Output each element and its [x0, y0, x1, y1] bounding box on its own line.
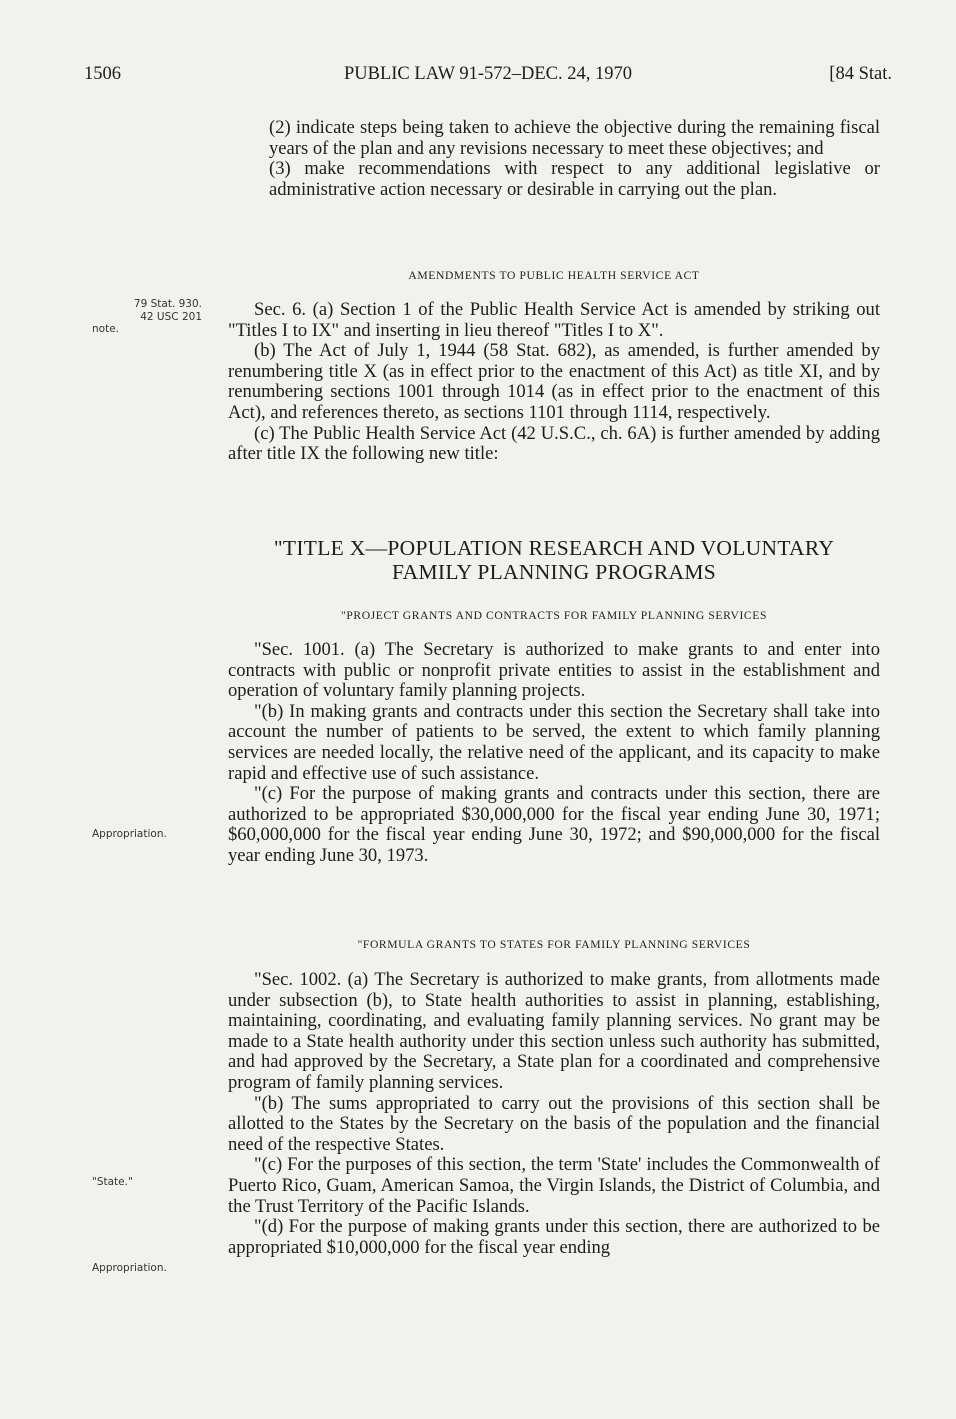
page-header — [84, 64, 892, 90]
section-heading-formula-grants — [228, 935, 880, 956]
sec6-a: Sec. 6. (a) Section 1 of the Public Health Service Act is amended by striking out "Titles I to IX" and inserting in lieu thereof "Titles I to X". — [228, 299, 880, 341]
title-x-line: "TITLE X—POPULATION RESEARCH AND VOLUNTARY — [273, 536, 835, 560]
margin-citation-line: 79 Stat. 930. — [133, 298, 202, 310]
body-block-sec1001 — [228, 640, 880, 867]
sec1002-b: "(b) The sums appropriated to carry out the provisions of this section shall be allotted to the States by the Secretary on the basis of the population and the financial need of the respective States. — [228, 1092, 880, 1155]
body-block-plan — [228, 118, 880, 200]
sec6-b: (b) The Act of July 1, 1944 (58 Stat. 682), as amended, is further amended by renumbering title X (as in effect prior to the enactment of this Act) as title XI, and by renumbering sections 1001 through 1014 (as in effect prior to the enactment of this Act), and references thereto, as sections 1101 through 1114, respectively. — [228, 340, 880, 423]
margin-note-appropriation: Appropriation. — [92, 828, 167, 840]
margin-note-appropriation: Appropriation. — [92, 1262, 167, 1274]
statute-volume: [84 Stat. — [829, 64, 892, 84]
sec1001-c: "(c) For the purpose of making grants and contracts under this section, there are authorized to be appropriated $30,000,000 for the fiscal year ending June 30, 1971; $60,000,000 for the fiscal year ending June 30, 1972; and $90,000,000 for the fiscal year ending June 30, 1973. — [228, 783, 880, 866]
heading-text: "FORMULA GRANTS TO STATES FOR FAMILY PLANNING SERVICES — [357, 938, 751, 951]
margin-citation-line: note. — [92, 323, 119, 335]
title-x-line: FAMILY PLANNING PROGRAMS — [392, 560, 716, 584]
body-block-sec6 — [228, 300, 880, 465]
sec1001-b: "(b) In making grants and contracts under this section the Secretary shall take into account the number of patients to be served, the extent to which family planning services are needed locally, the relative need of the applicant, and its capacity to make rapid and effective use of such assistance. — [228, 700, 880, 784]
running-title: PUBLIC LAW 91-572–DEC. 24, 1970 — [343, 64, 632, 84]
title-x-heading — [228, 536, 880, 584]
margin-citation-line: 42 USC 201 — [140, 310, 202, 323]
section-heading-amendments — [228, 266, 880, 287]
section-heading-project-grants — [228, 606, 880, 627]
paragraph-2: (2) indicate steps being taken to achieve the objective during the remaining fiscal years of the plan and any revisions necessary to meet these objectives; and — [269, 117, 880, 159]
sec1002-d: "(d) For the purpose of making grants under this section, there are authorized to be appropriated $10,000,000 for the fiscal year ending — [228, 1216, 880, 1258]
page-number: 1506 — [84, 64, 121, 84]
heading-text: AMENDMENTS TO PUBLIC HEALTH SERVICE ACT — [408, 269, 700, 282]
paragraph-3: (3) make recommendations with respect to any additional legislative or administrative action necessary or desirable in carrying out the plan. — [269, 158, 880, 200]
margin-note-state: "State." — [92, 1176, 133, 1188]
margin-citation — [92, 298, 202, 336]
body-block-sec1002 — [228, 970, 880, 1258]
sec1002-c: "(c) For the purposes of this section, the term 'State' includes the Commonwealth of Puerto Rico, Guam, American Samoa, the Virgin Islands, the District of Columbia, and the Trust Territory of the Pacific Islands. — [228, 1154, 880, 1217]
sec6-c: (c) The Public Health Service Act (42 U.S.C., ch. 6A) is further amended by adding after title IX the following new title: — [228, 422, 880, 465]
sec1001-a: "Sec. 1001. (a) The Secretary is authorized to make grants to and enter into contracts with public or nonprofit private entities to assist in the establishment and operation of voluntary family planning projects. — [228, 639, 880, 702]
sec1002-a: "Sec. 1002. (a) The Secretary is authorized to make grants, from allotments made under subsection (b), to State health authorities to assist in planning, establishing, maintaining, coordinating, and evaluating family planning services. No grant may be made to a State health authority under this section unless such authority has submitted, and had approved by the Secretary, a State plan for a coordinated and comprehensive program of family planning services. — [228, 969, 880, 1093]
heading-text: "PROJECT GRANTS AND CONTRACTS FOR FAMILY PLANNING SERVICES — [341, 609, 767, 622]
